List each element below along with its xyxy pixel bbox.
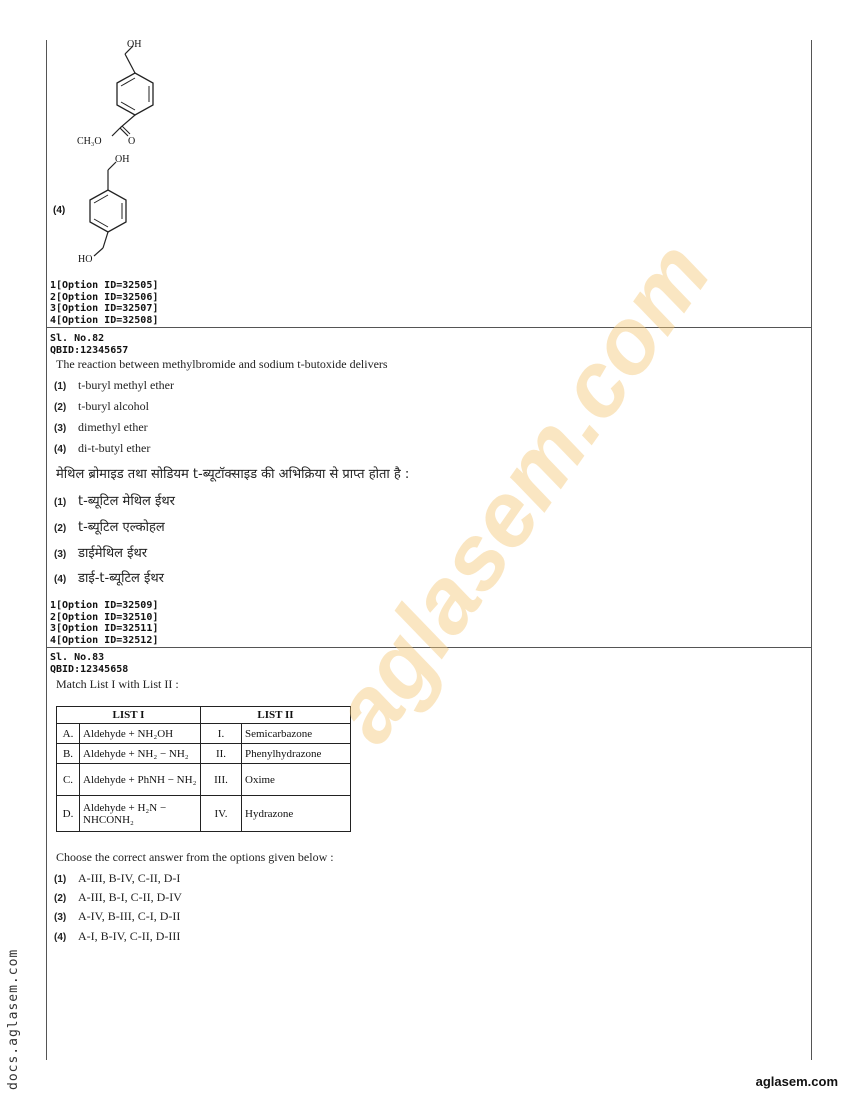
table-row: [57, 724, 351, 744]
option-id-line: 4[Option ID=32508]: [50, 314, 159, 326]
option-text: A-III, B-I, C-II, D-IV: [78, 890, 182, 904]
q83-question: Match List I with List II :: [56, 677, 179, 691]
q82-option-en-1: [54, 378, 174, 393]
side-watermark: docs.aglasem.com: [6, 948, 21, 1090]
option-number: (1): [54, 497, 67, 508]
option-id-line: 2[Option ID=32506]: [50, 291, 159, 303]
oh-label-1: OH: [127, 39, 142, 50]
q82-header: [50, 333, 128, 356]
option-text: A-IV, B-III, C-I, D-II: [78, 909, 181, 923]
option-number: (1): [54, 874, 67, 885]
option-text: t-buryl methyl ether: [78, 378, 174, 392]
option-id-line: 1[Option ID=32505]: [50, 280, 159, 291]
row-numeral: III.: [201, 764, 242, 796]
list-1-cell: Aldehyde + H₂N − NHCONH₂: [80, 796, 201, 832]
list-2-header: LIST II: [201, 707, 351, 724]
q82-option-hi-4: [54, 568, 164, 586]
structure-option-3: [70, 36, 190, 154]
row-numeral: II.: [201, 744, 242, 764]
row-letter: B.: [57, 744, 80, 764]
row-letter: D.: [57, 796, 80, 832]
q82-option-hi-1: [54, 491, 175, 509]
ho-label: HO: [78, 254, 93, 265]
option-number: (3): [54, 423, 67, 434]
table-header-row: [57, 707, 351, 724]
option-id-line: 2[Option ID=32510]: [50, 611, 159, 623]
row-letter: A.: [57, 724, 80, 744]
match-table: [56, 706, 351, 832]
q82-option-hi-3: [54, 543, 147, 561]
option-text: dimethyl ether: [78, 420, 148, 434]
list-1-cell: Aldehyde + PhNH − NH₂: [80, 764, 201, 796]
q82-question-en: The reaction between methylbromide and sodium t-butoxide delivers: [56, 357, 388, 371]
q82-option-en-4: [54, 441, 150, 456]
option-number: (4): [54, 444, 67, 455]
list-2-cell: Oxime: [242, 764, 351, 796]
q82-option-en-3: [54, 420, 148, 435]
option-number: (3): [54, 912, 67, 923]
option-number: (2): [54, 523, 67, 534]
row-numeral: I.: [201, 724, 242, 744]
option-number: (4): [54, 574, 67, 585]
q83-option-3: [54, 909, 180, 924]
q83-option-4: [54, 929, 180, 944]
option-number: (3): [54, 549, 67, 560]
row-numeral: IV.: [201, 796, 242, 832]
q82-question-hi: मेथिल ब्रोमाइड तथा सोडियम t-ब्यूटॉक्साइड की अभिक्रिया से प्राप्त होता है :: [56, 467, 410, 482]
option-text: di-t-butyl ether: [78, 441, 151, 455]
oh-label-2: OH: [115, 154, 130, 165]
structure-option-4: [70, 152, 190, 270]
option-text: डाईमेथिल ईथर: [78, 546, 148, 561]
list-1-cell: Aldehyde + NH₂ − NH₂: [80, 744, 201, 764]
q82-option-en-2: [54, 399, 149, 414]
q82-option-hi-2: [54, 517, 165, 535]
q83-option-2: [54, 890, 182, 905]
footer-brand: aglasem.com: [755, 1074, 838, 1089]
list-2-cell: Hydrazone: [242, 796, 351, 832]
option-id-line: 3[Option ID=32511]: [50, 623, 159, 634]
option-number: (2): [54, 402, 67, 413]
option-text: t-buryl alcohol: [78, 399, 149, 413]
qbid: QBID:12345658: [50, 663, 129, 675]
row-letter: C.: [57, 764, 80, 796]
option-4-number: (4): [53, 205, 66, 216]
table-row: [57, 764, 351, 796]
option-ids-q82: [50, 600, 158, 646]
option-number: (4): [54, 932, 67, 943]
serial-number: Sl. No.82: [50, 333, 105, 344]
table-row: [57, 744, 351, 764]
option-id-line: 3[Option ID=32507]: [50, 303, 159, 314]
qbid: QBID:12345657: [50, 344, 129, 356]
table-row: [57, 796, 351, 832]
list-2-cell: Phenylhydrazone: [242, 744, 351, 764]
option-text: A-I, B-IV, C-II, D-III: [78, 929, 181, 943]
diagonal-watermark: aglasem.com: [312, 224, 731, 761]
benzene-ring-diagram-4: [70, 152, 190, 270]
q83-choose-text: Choose the correct answer from the options given below :: [56, 850, 334, 864]
option-id-line: 1[Option ID=32509]: [50, 600, 159, 611]
serial-number: Sl. No.83: [50, 652, 105, 663]
option-text: A-III, B-IV, C-II, D-I: [78, 871, 181, 885]
option-id-line: 4[Option ID=32512]: [50, 634, 159, 646]
option-number: (1): [54, 381, 67, 392]
option-text: t-ब्यूटिल मेथिल ईथर: [78, 494, 175, 509]
q83-option-1: [54, 871, 180, 886]
list-1-header: LIST I: [57, 707, 201, 724]
ch3o-label: CH₃O: [77, 136, 102, 147]
option-text: t-ब्यूटिल एल्कोहल: [78, 520, 165, 535]
carbonyl-o-label: O: [128, 136, 136, 147]
option-number: (2): [54, 893, 67, 904]
list-1-cell: Aldehyde + NH₂OH: [80, 724, 201, 744]
option-ids-q81: [50, 280, 158, 326]
option-text: डाई-t-ब्यूटिल ईथर: [78, 571, 164, 586]
list-2-cell: Semicarbazone: [242, 724, 351, 744]
q83-header: [50, 652, 128, 675]
